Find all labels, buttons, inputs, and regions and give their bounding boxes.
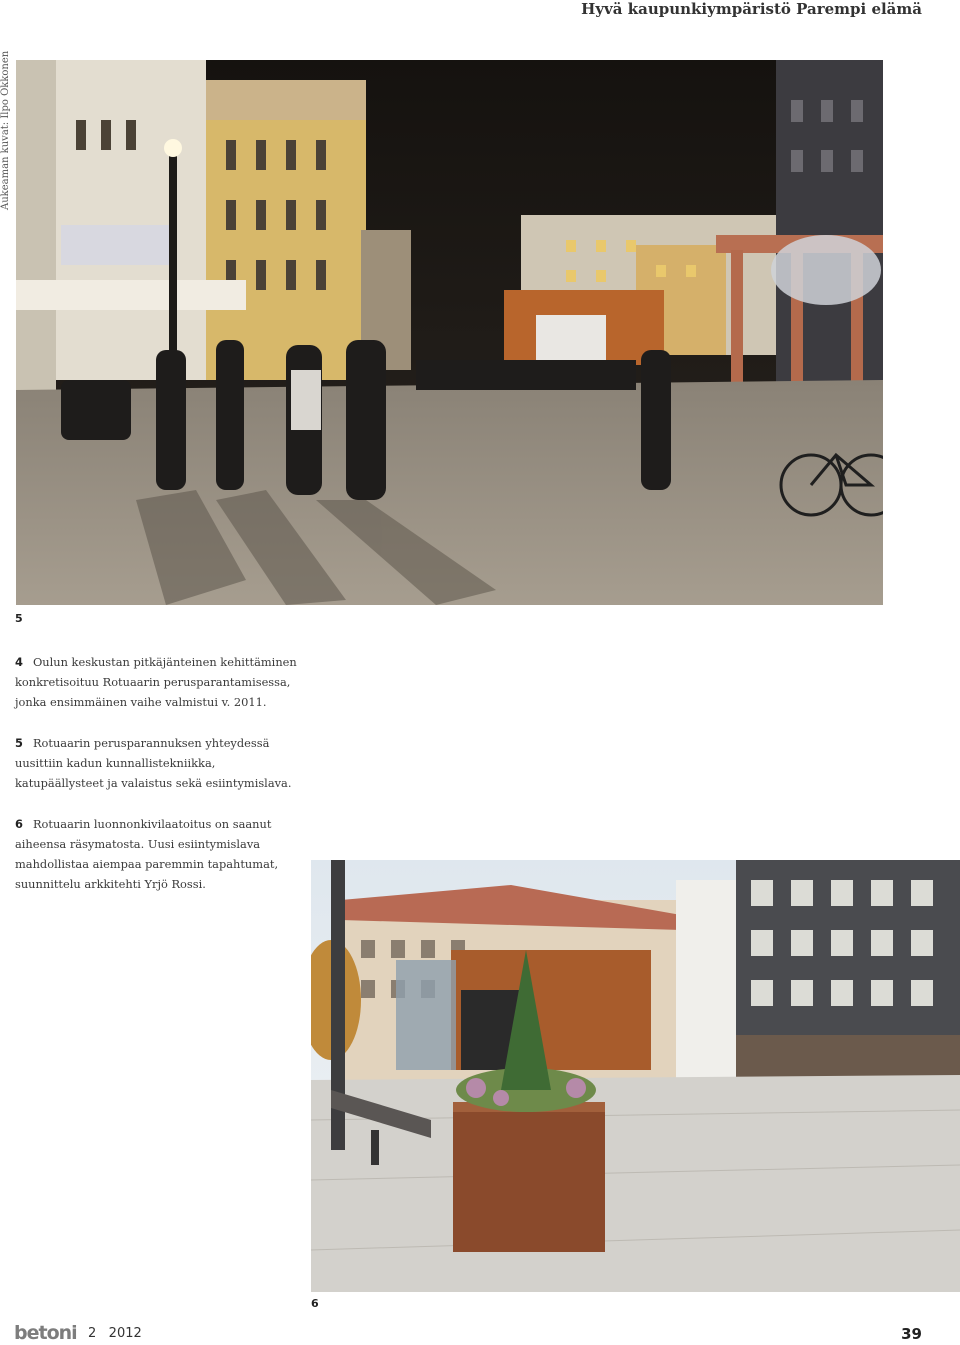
caption-text: Rotuaarin perusparannuksen yhteydessä uusittiin kadun kunnallistekniikka, katupäällysteet ja valaistus sekä esiintymislava. [15, 736, 292, 790]
caption-number: 4 [15, 655, 23, 669]
photo-night-street [16, 60, 883, 605]
caption-4 [15, 652, 300, 712]
issue-info: 2 2012 [88, 1326, 142, 1341]
photo-number-5: 5 [15, 612, 23, 625]
caption-text: Rotuaarin luonnonkivilaatoitus on saanut aiheensa räsymatosta. Uusi esiintymislava mahdollistaa aiempaa paremmin tapahtumat, suunnittelu arkkitehti Yrjö Rossi. [15, 817, 279, 891]
photo-day-square [311, 860, 960, 1292]
caption-5 [15, 733, 300, 793]
magazine-logo: betoni [14, 1322, 77, 1344]
running-header: Hyvä kaupunkiympäristö Parempi elämä [581, 0, 922, 18]
caption-number: 5 [15, 736, 23, 750]
caption-number: 6 [15, 817, 23, 831]
photo-credit: Aukeaman kuvat: Ilpo Okkonen [0, 50, 11, 210]
caption-text: Oulun keskustan pitkäjänteinen kehittäminen konkretisoituu Rotuaarin perusparantamisessa, jonka ensimmäinen vaihe valmistui v. 2011. [15, 655, 297, 709]
caption-6 [15, 814, 300, 894]
photo-number-6: 6 [311, 1297, 319, 1310]
page-number: 39 [901, 1325, 922, 1343]
